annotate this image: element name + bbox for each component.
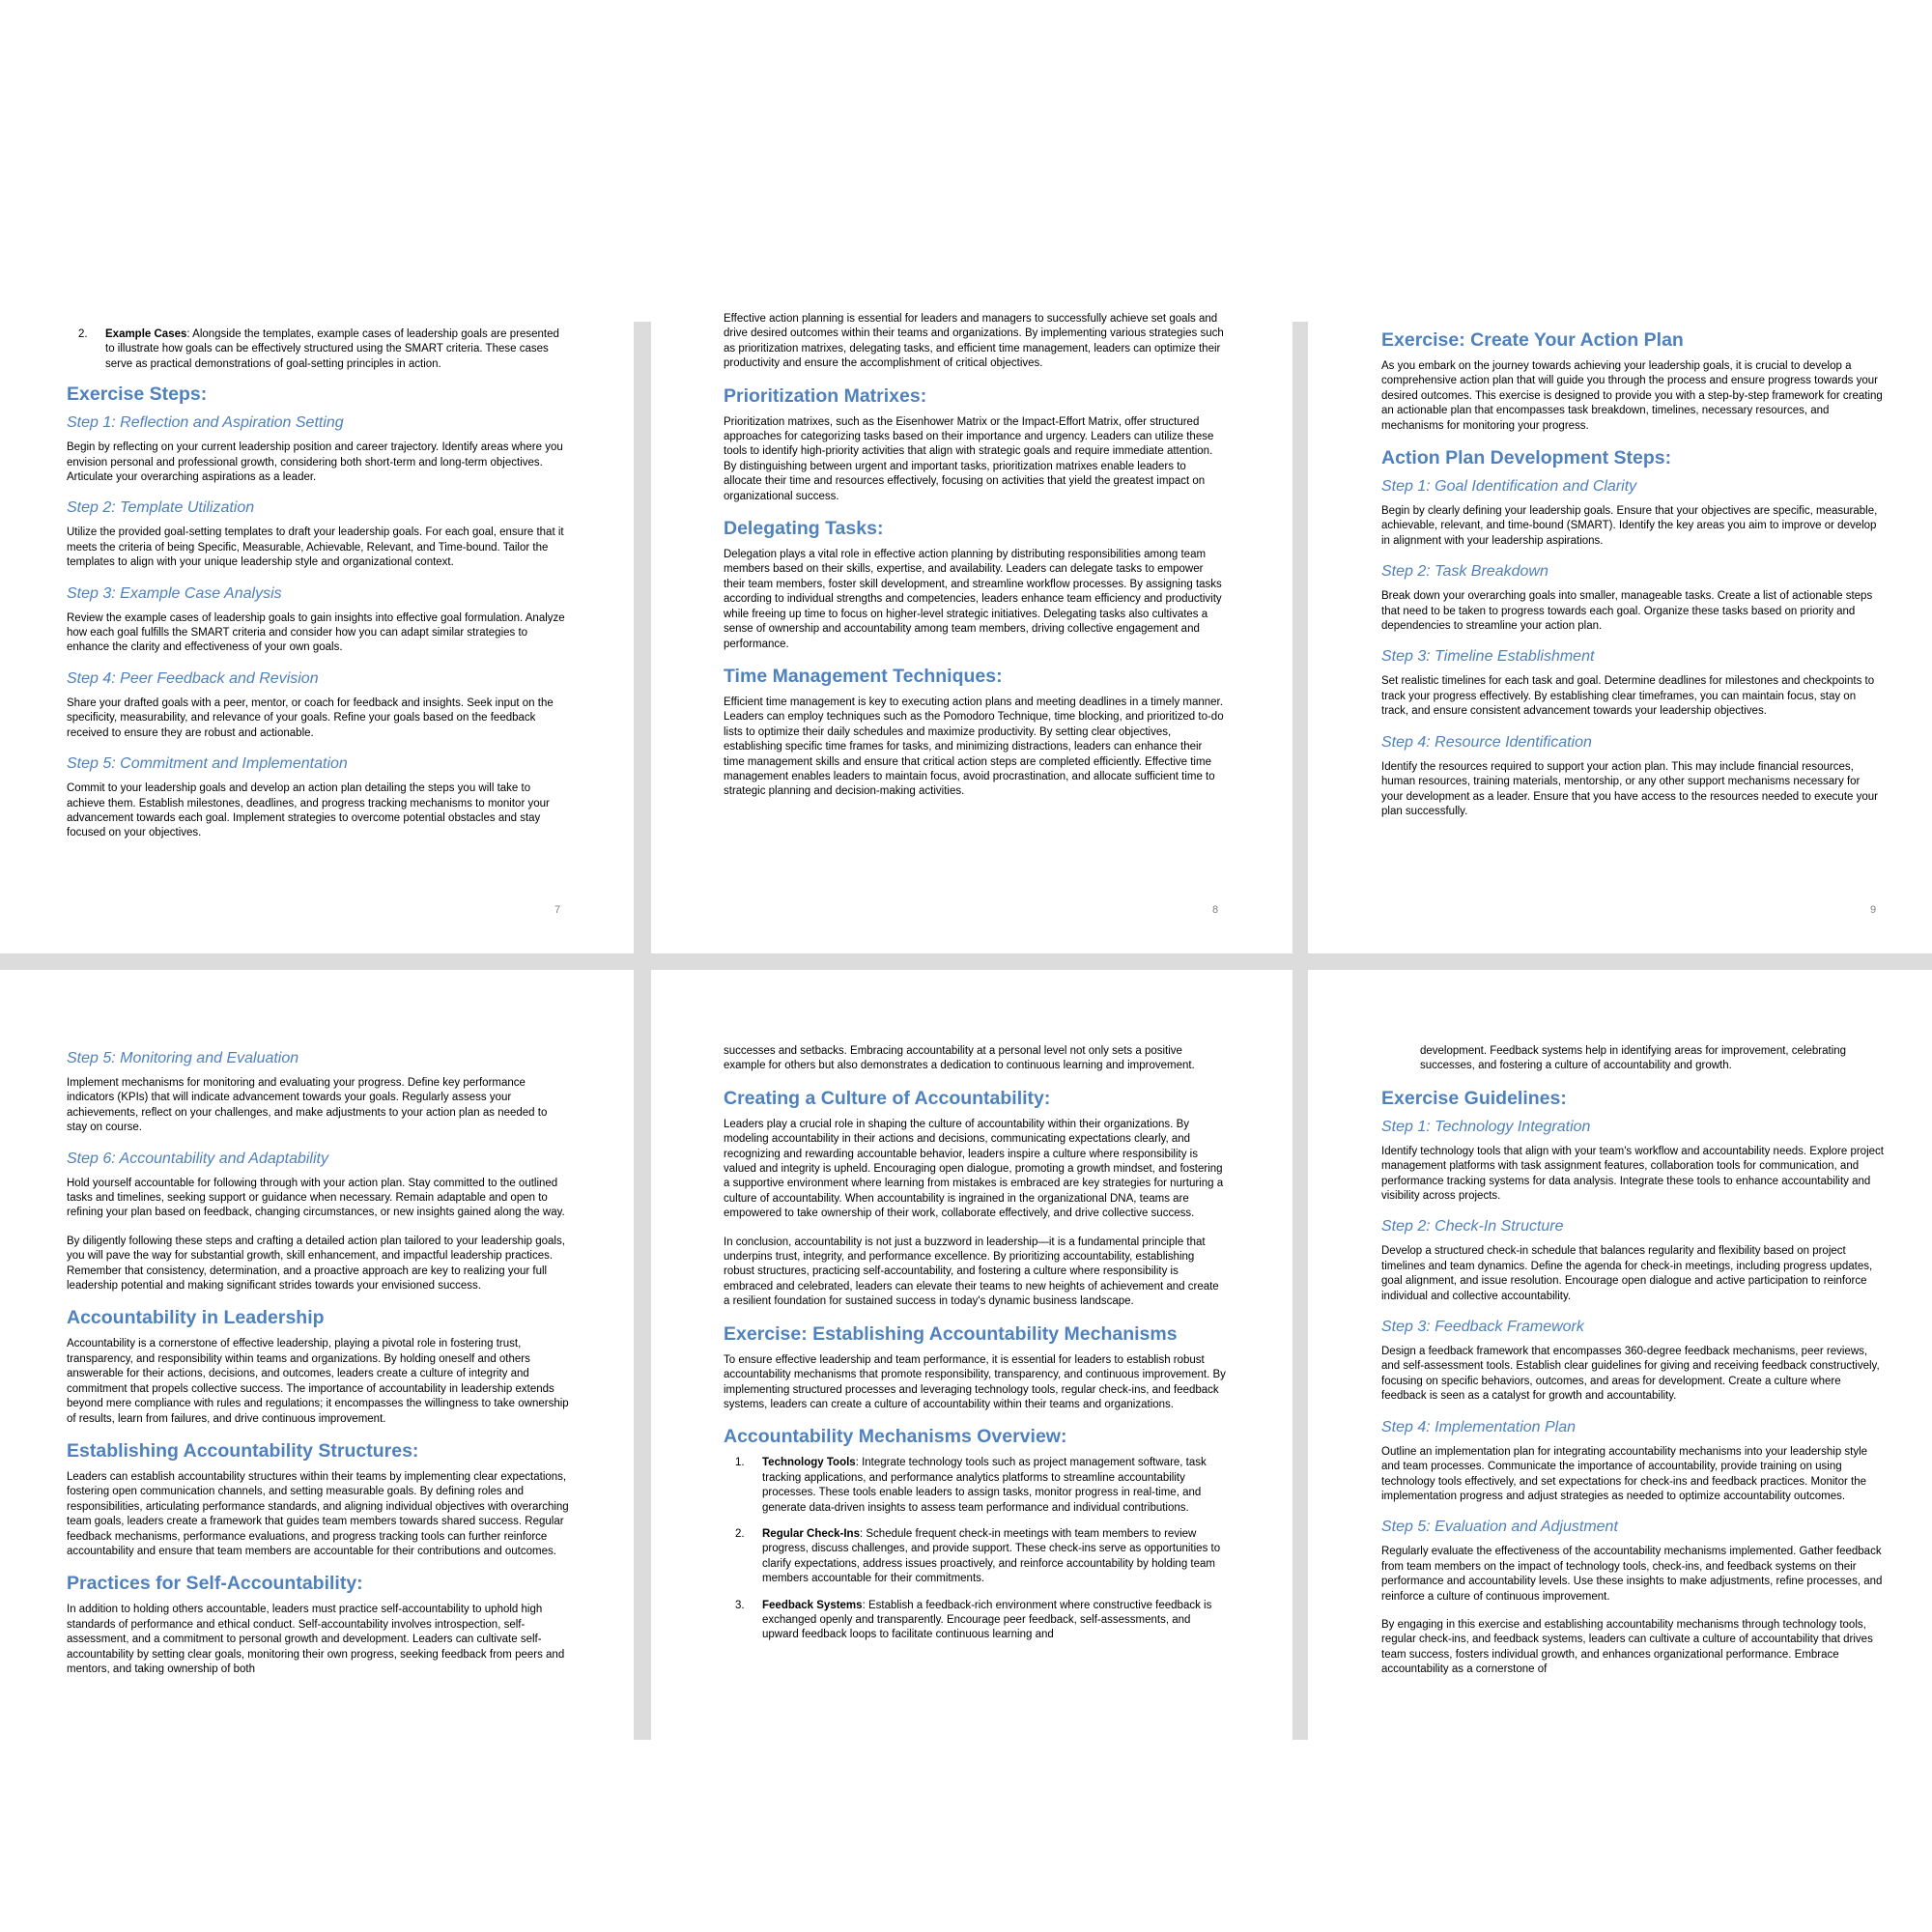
step-text: Begin by clearly defining your leadership goals. Ensure that your objectives are specific, measurable, achievable, relevant, and time-bound (SMART). Identify the key areas you aim to improve or develop in alignment with your leadership aspirations.: [1381, 505, 1878, 547]
step-heading: Step 4: Implementation Plan: [1381, 1418, 1577, 1435]
step-heading: Step 5: Commitment and Implementation: [67, 755, 348, 773]
section-text: Accountability is a cornerstone of effective leadership, playing a pivotal role in fostering trust, transparency, and responsibility within teams and organizations. By holding oneself and others answerable for their actions, decisions, and outcomes, leaders create a culture of integrity and commitment that propels collective success. The importance of accountability in leadership extends beyond mere compliance with rules and regulations; it encompasses the willingness to take ownership of results, learn from failures, and drive continuous improvement.: [67, 1338, 569, 1425]
step-heading: Step 1: Reflection and Aspiration Setting: [67, 414, 344, 432]
step-text: Commit to your leadership goals and develop an action plan detailing the steps you will take to achieve them. Establish milestones, deadlines, and progress tracking mechanisms to monitor your advancement towards each goal. Implement strategies to overcome potential obstacles and stay focused on your objectives.: [67, 782, 550, 839]
page-number: 9: [1870, 904, 1877, 916]
step-heading: Step 2: Task Breakdown: [1381, 563, 1548, 581]
list-item: [67, 327, 569, 372]
intro-paragraph: development. Feedback systems help in identifying areas for improvement, celebrating successes, and fostering a culture of accountability and growth.: [1420, 1045, 1847, 1072]
numbered-list: [724, 1456, 1226, 1642]
list-number: 2.: [735, 1527, 745, 1540]
page-content: [67, 327, 569, 855]
page-content: [67, 1047, 569, 1690]
list-item-title: Technology Tools: [762, 1457, 856, 1469]
intro-paragraph: Effective action planning is essential for leaders and managers to successfully achieve set goals and drive desired outcomes within their teams and organizations. By implementing various strategies such as prioritization matrixes, delegating tasks, and efficient time management, leaders can optimize their productivity and ensure the accomplishment of critical objectives.: [724, 313, 1224, 370]
list-number: 2.: [78, 328, 88, 340]
list-number: 1.: [735, 1457, 745, 1469]
list-item-title: Example Cases: [105, 328, 187, 340]
closing-paragraph: By engaging in this exercise and establishing accountability mechanisms through technology tools, regular check-ins, and feedback systems, leaders can cultivate a culture of accountability that drives team success, fosters individual growth, and enhances organizational performance. Embrace accountability as a cornerstone of: [1381, 1618, 1873, 1676]
page-content: [1381, 326, 1884, 833]
list-item: [724, 1599, 1226, 1643]
step-text: Begin by reflecting on your current leadership position and career trajectory. Identify areas where you envision personal and professional growth, considering both short-term and long-term objectives. Articulate your overarching aspirations as a leader.: [67, 441, 563, 484]
step-text: Review the example cases of leadership goals to gain insights into effective goal formulation. Analyze how each goal fulfills the SMART criteria and consider how you can adapt similar strategies to enhance the clarity and effectiveness of your own goals.: [67, 611, 565, 654]
step-heading: Step 5: Monitoring and Evaluation: [67, 1050, 299, 1066]
page-8[interactable]: [651, 313, 1293, 953]
section-heading: Exercise Guidelines:: [1381, 1087, 1567, 1109]
page-10[interactable]: [0, 970, 634, 1740]
section-heading: Accountability in Leadership: [67, 1307, 325, 1329]
step-heading: Step 1: Goal Identification and Clarity: [1381, 478, 1637, 496]
page-heading: Exercise: Create Your Action Plan: [1381, 329, 1684, 351]
step-text: Set realistic timelines for each task and goal. Determine deadlines for milestones and checkpoints to track your progress effectively. By establishing clear timeframes, you can maintain focus, stay on track, and ensure consistent advancement towards your leadership objectives.: [1381, 675, 1875, 718]
list-item-text: : Schedule frequent check-in meetings with team members to review progress, discuss challenges, and provide support. These check-ins serve as opportunities to clarify expectations, address issues proactively, and reinforce accountability by holding team members accountable for their commitments.: [762, 1527, 1221, 1585]
page-gallery: [0, 313, 1932, 1740]
list-item: [724, 1527, 1226, 1587]
page-7[interactable]: [0, 322, 634, 953]
section-heading: Action Plan Development Steps:: [1381, 447, 1672, 469]
list-number: 3.: [735, 1599, 745, 1611]
step-text: Break down your overarching goals into smaller, manageable tasks. Create a list of actionable steps that need to be taken to progress towards each goal. Organize these tasks based on priority and dependencies to streamline your action plan.: [1381, 590, 1873, 633]
step-text: Implement mechanisms for monitoring and evaluating your progress. Define key performance indicators (KPIs) that will indicate advancement towards your goals. Regularly assess your achievements, reflect on your challenges, and make adjustments to your action plan as needed to stay on course.: [67, 1077, 548, 1134]
numbered-list: [67, 327, 569, 372]
page-content: [724, 1044, 1226, 1655]
exercise-heading: Exercise: Establishing Accountability Mechanisms: [724, 1322, 1178, 1345]
list-item: [724, 1456, 1226, 1516]
section-heading: Practices for Self-Accountability:: [67, 1573, 363, 1595]
intro-paragraph: successes and setbacks. Embracing accountability at a personal level not only sets a positive example for others but also demonstrates a dedication to continuous learning and improvement.: [724, 1045, 1195, 1072]
section-text: In addition to holding others accountable, leaders must practice self-accountability to uphold high standards of performance and ethical conduct. Self-accountability involves introspection, self-assessment, and a commitment to personal growth and development. Leaders can cultivate self-accountability by setting clear goals, monitoring their own progress, seeking feedback from peers and mentors, and taking ownership of both: [67, 1604, 565, 1675]
conclusion-paragraph: In conclusion, accountability is not just a buzzword in leadership—it is a fundamental principle that underpins trust, integrity, and performance excellence. By prioritizing accountability, establishing robust structures, practicing self-accountability, and fostering a culture where responsibility is embraced and celebrated, leaders can elevate their teams to new heights of achievement and create a resilient foundation for sustained success in today's dynamic business landscape.: [724, 1236, 1219, 1308]
closing-paragraph: By diligently following these steps and crafting a detailed action plan tailored to your leadership goals, you will pave the way for substantial growth, skill enhancement, and impactful leadership practices. Remember that consistency, determination, and a proactive approach are key to realizing your full leadership potential and making significant strides towards your envisioned success.: [67, 1235, 565, 1293]
page-12[interactable]: [1308, 970, 1932, 1740]
section-heading: Establishing Accountability Structures:: [67, 1439, 419, 1462]
intro-paragraph: As you embark on the journey towards achieving your leadership goals, it is crucial to develop a comprehensive action plan that will guide you through the process and ensure progress towards your desired outcomes. This exercise is designed to provide you with a step-by-step framework for creating an actionable plan that encompasses task breakdown, timelines, necessary resources, and mechanisms for monitoring your progress.: [1381, 360, 1883, 432]
page-content: [724, 312, 1226, 813]
step-heading: Step 4: Resource Identification: [1381, 733, 1592, 751]
list-item-text: : Alongside the templates, example cases of leadership goals are presented to illustrate how goals can be effectively structured using the SMART criteria. These cases serve as practical demonstrations of goal-setting principles in action.: [105, 328, 559, 370]
step-heading: Step 3: Example Case Analysis: [67, 584, 282, 602]
step-text: Utilize the provided goal-setting templates to draft your leadership goals. For each goal, ensure that it meets the criteria of being Specific, Measurable, Achievable, Relevant, and Time-bound. Tailor the templates to align with your unique leadership style and organizational context.: [67, 526, 564, 569]
step-text: Hold yourself accountable for following through with your action plan. Stay committed to the outlined tasks and timelines, seeking support or guidance when necessary. Remain adaptable and open to refining your plan based on feedback, changing circumstances, or new insights gained along the way.: [67, 1177, 565, 1219]
page-content: [1381, 1044, 1884, 1691]
section-text: Prioritization matrixes, such as the Eisenhower Matrix or the Impact-Effort Matrix, offer structured approaches for categorizing tasks based on their importance and urgency. Leaders can utilize these tools to identify high-priority activities that align with strategic goals and require immediate attention. By distinguishing between urgent and important tasks, prioritization matrixes enable leaders to allocate their time and resources effectively, focusing on activities that yield the greatest impact on organizational success.: [724, 415, 1214, 502]
step-text: Identify the resources required to support your action plan. This may include financial resources, human resources, training materials, mentorship, or any other support mechanisms necessary for your development as a leader. Ensure that you have access to the resources needed to execute your plan successfully.: [1381, 760, 1878, 817]
list-item-title: Regular Check-Ins: [762, 1527, 860, 1540]
step-heading: Step 2: Check-In Structure: [1381, 1218, 1564, 1236]
list-item-text: : Integrate technology tools such as project management software, task tracking applications, and performance analytics platforms to streamline accountability processes. These tools enable leaders to assign tasks, monitor progress in real-time, and generate data-driven insights to assess team performance and individual contributions.: [762, 1457, 1207, 1514]
step-text: Share your drafted goals with a peer, mentor, or coach for feedback and insights. Seek input on the specificity, measurability, and relevance of your goals. Refine your goals based on the feedback received to ensure they are robust and actionable.: [67, 696, 554, 739]
step-text: Regularly evaluate the effectiveness of the accountability mechanisms implemented. Gather feedback from team members on the impact of technology tools, check-ins, and feedback systems on their performance and accountability levels. Use these insights to make adjustments, refine processes, and reinforce a culture of continuous improvement.: [1381, 1546, 1883, 1603]
list-item-title: Feedback Systems: [762, 1599, 863, 1611]
step-heading: Step 1: Technology Integration: [1381, 1118, 1591, 1135]
section-heading: Delegating Tasks:: [724, 518, 884, 540]
page-number: 8: [1212, 904, 1219, 916]
page-9[interactable]: [1308, 322, 1932, 953]
section-heading: Exercise Steps:: [67, 384, 208, 406]
section-heading: Creating a Culture of Accountability:: [724, 1087, 1051, 1109]
step-text: Design a feedback framework that encompasses 360-degree feedback mechanisms, peer reviews, and self-assessment tools. Establish clear guidelines for giving and receiving feedback constructively, focusing on specific behaviors, outcomes, and areas for development. Create a culture where feedback is seen as a catalyst for growth and accountability.: [1381, 1346, 1880, 1403]
step-heading: Step 2: Template Utilization: [67, 499, 255, 517]
page-number: 7: [554, 904, 561, 916]
list-item-text: : Establish a feedback-rich environment where constructive feedback is exchanged openly and transparently. Encourage peer feedback, self-assessments, and upward feedback loops to facilitate continuous learning and: [762, 1599, 1212, 1641]
page-11[interactable]: [651, 970, 1293, 1740]
section-heading: Prioritization Matrixes:: [724, 384, 927, 407]
step-text: Identify technology tools that align with your team's workflow and accountability needs. Explore project management platforms with task assignment features, collaboration tools for communication, and performance tracking systems for data analysis. Integrate these tools to enhance accountability and visibility across projects.: [1381, 1145, 1884, 1203]
section-text: Delegation plays a vital role in effective action planning by distributing responsibilities among team members based on their skills, expertise, and availability. Leaders can delegate tasks to empower their team members, foster skill development, and streamline workflow processes. By assigning tasks according to individual strengths and competencies, leaders enhance team efficiency and productivity while freeing up time to focus on higher-level strategic initiatives. Delegating tasks also cultivates a sense of ownership and accountability among team members, driving collective engagement and performance.: [724, 549, 1222, 650]
step-heading: Step 3: Feedback Framework: [1381, 1319, 1584, 1336]
step-text: Develop a structured check-in schedule that balances regularity and flexibility based on project timelines and team dynamics. Define the agenda for check-in meetings, including progress updates, goal alignment, and issue resolution. Encourage open dialogue and active participation to reinforce individual and collective accountability.: [1381, 1245, 1873, 1302]
step-heading: Step 6: Accountability and Adaptability: [67, 1150, 328, 1167]
step-heading: Step 5: Evaluation and Adjustment: [1381, 1519, 1618, 1536]
step-text: Outline an implementation plan for integrating accountability mechanisms into your leadership style and team processes. Communicate the importance of accountability, provide training on using technology tools effectively, and set expectations for check-ins and feedback practices. Monitor the implementation progress and adjust strategies as needed to optimize accountability outcomes.: [1381, 1445, 1868, 1502]
section-text: Leaders play a crucial role in shaping the culture of accountability within their organizations. By modeling accountability in their actions and decisions, communicating expectations clearly, and recognizing and rewarding accountable behavior, leaders inspire a culture where responsibility is valued and integrity is upheld. Encouraging open dialogue, promoting a growth mindset, and fostering a supportive environment where learning from mistakes is embraced are key strategies for nurturing a culture of accountability. When accountability is ingrained in the organizational DNA, teams are empowered to take ownership of their work, collaborate effectively, and drive collective success.: [724, 1118, 1224, 1220]
exercise-text: To ensure effective leadership and team performance, it is essential for leaders to establish robust accountability mechanisms that promote responsibility, transparency, and continuous improvement. By implementing structured processes and leveraging technology tools, regular check-ins, and feedback systems, leaders can create a culture of accountability within their teams and organizations.: [724, 1353, 1226, 1410]
step-heading: Step 3: Timeline Establishment: [1381, 648, 1595, 666]
section-text: Efficient time management is key to executing action plans and meeting deadlines in a timely manner. Leaders can employ techniques such as the Pomodoro Technique, time blocking, and prioritized to-do lists to optimize their daily schedules and maximize productivity. By setting clear objectives, establishing specific time frames for tasks, and minimizing distractions, leaders can enhance their time management skills and ensure that critical action steps are completed efficiently. Effective time management enables leaders to maintain focus, avoid procrastination, and allocate sufficient time to strategic planning and decision-making activities.: [724, 696, 1224, 798]
section-text: Leaders can establish accountability structures within their teams by implementing clear expectations, fostering open communication channels, and setting measurable goals. By defining roles and responsibilities, articulating performance standards, and aligning individual objectives with overarching team goals, leaders create a framework that guides team members towards shared success. Regular feedback mechanisms, performance evaluations, and progress tracking tools can further reinforce accountability and ensure that team members are accountable for their contributions and outcomes.: [67, 1470, 569, 1557]
section-heading: Time Management Techniques:: [724, 665, 1003, 687]
step-heading: Step 4: Peer Feedback and Revision: [67, 669, 319, 687]
section-heading: Accountability Mechanisms Overview:: [724, 1426, 1067, 1448]
